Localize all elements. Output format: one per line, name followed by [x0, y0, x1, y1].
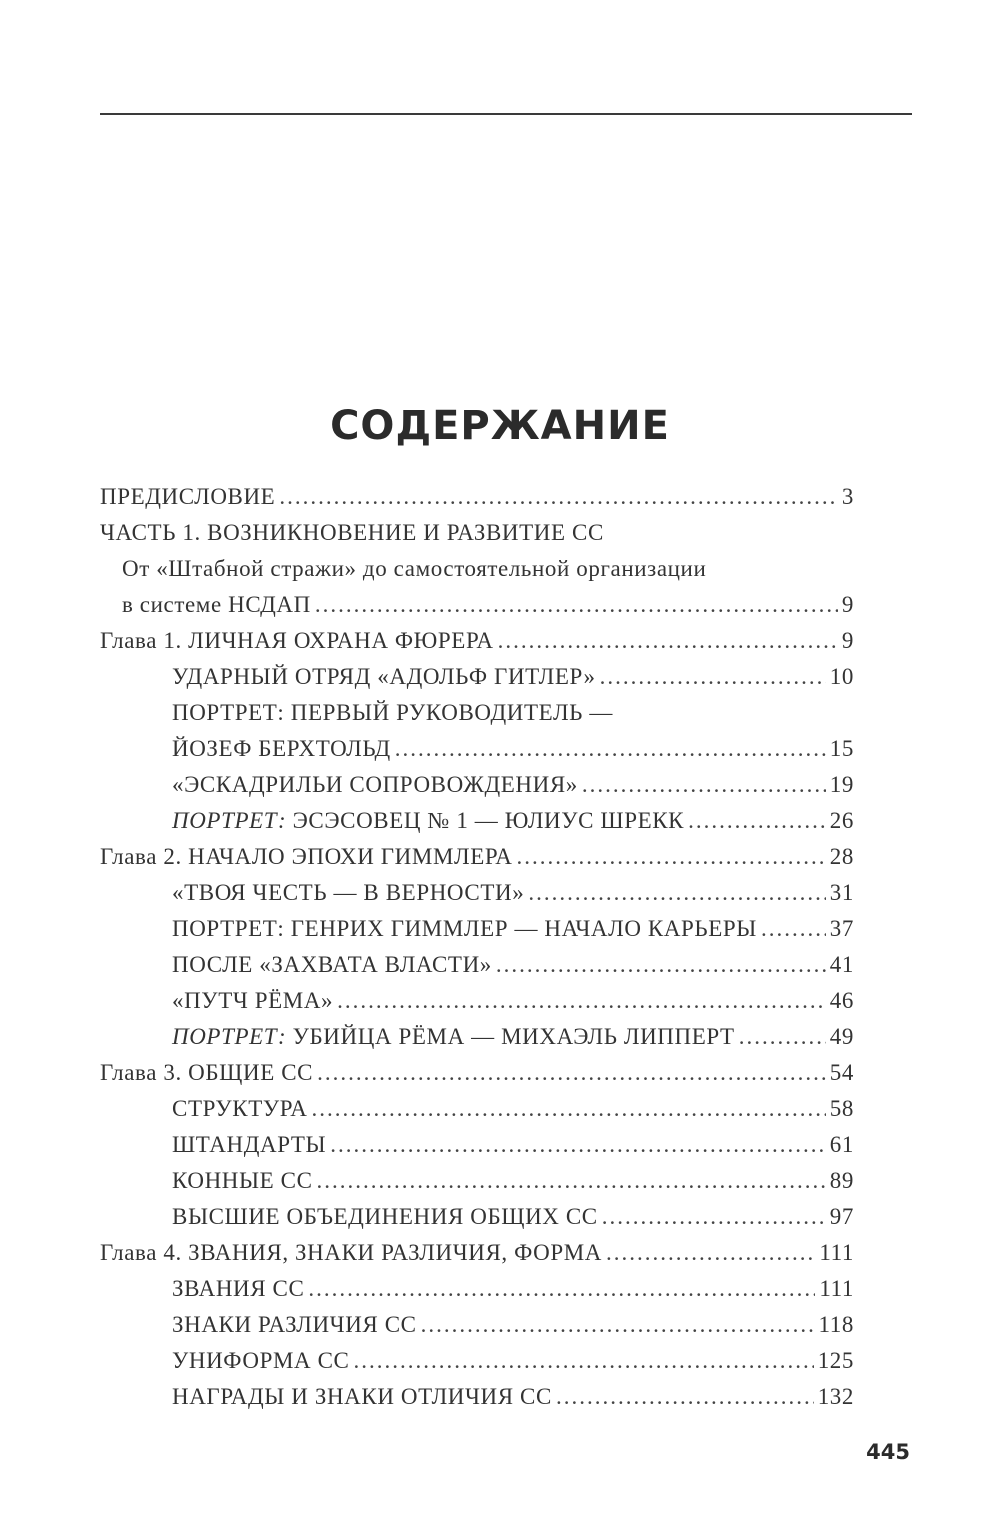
toc-entry[interactable] [0, 947, 1000, 983]
toc-entry[interactable] [0, 731, 1000, 767]
dot-leader [317, 1055, 826, 1091]
toc-entry[interactable] [0, 1343, 1000, 1379]
dot-leader [602, 1199, 826, 1235]
toc-entry-page: 19 [829, 772, 854, 797]
dot-leader [315, 587, 838, 623]
toc-entry-label [172, 1019, 735, 1055]
toc-entry-label: ПОРТРЕТ: ПЕРВЫЙ РУКОВОДИТЕЛЬ — [172, 700, 613, 725]
toc-entry[interactable] [0, 1379, 1000, 1415]
toc-entry[interactable] [0, 1163, 1000, 1199]
toc-entry-label-text: ЭСЭСОВЕЦ № 1 — ЮЛИУС ШРЕКК [286, 808, 685, 833]
toc-entry-label: «ПУТЧ РЁМА» [172, 988, 334, 1013]
toc-entry-label-italic: ПОРТРЕТ: [172, 808, 287, 833]
toc-entry-page: 15 [829, 736, 854, 761]
toc-entry-label: УНИФОРМА СС [172, 1348, 350, 1373]
toc-entry-label: ШТАНДАРТЫ [172, 1132, 327, 1157]
toc-entry[interactable] [0, 875, 1000, 911]
header-rule [100, 113, 912, 115]
toc-entry-label: Глава 3. ОБЩИЕ СС [100, 1060, 314, 1085]
dot-leader [739, 1019, 826, 1055]
toc-entry-label: «ТВОЯ ЧЕСТЬ — В ВЕРНОСТИ» [172, 880, 525, 905]
toc-entry-label: ЧАСТЬ 1. ВОЗНИКНОВЕНИЕ И РАЗВИТИЕ СС [100, 520, 604, 545]
toc-entry-page: 10 [829, 664, 854, 689]
dot-leader [421, 1307, 815, 1343]
toc-entry[interactable] [0, 767, 1000, 803]
dot-leader [688, 803, 826, 839]
toc-entry-page: 111 [819, 1240, 854, 1265]
toc-entry-page: 132 [817, 1384, 854, 1409]
page-title: СОДЕРЖАНИЕ [330, 403, 670, 449]
toc-entry[interactable] [0, 1307, 1000, 1343]
dot-leader [761, 911, 826, 947]
toc-entry-page: 26 [829, 808, 854, 833]
dot-leader [395, 731, 826, 767]
dot-leader [330, 1127, 826, 1163]
toc-entry-label-text: УБИЙЦА РЁМА — МИХАЭЛЬ ЛИППЕРТ [286, 1024, 735, 1049]
toc-entry-chapter-1[interactable] [0, 623, 1000, 659]
toc-entry-page: 111 [819, 1276, 854, 1301]
dot-leader [496, 947, 826, 983]
toc-entry[interactable] [0, 1127, 1000, 1163]
toc-entry-chapter-2[interactable] [0, 839, 1000, 875]
toc-entry[interactable] [0, 803, 1000, 839]
toc-entry[interactable] [0, 1271, 1000, 1307]
toc-entry-label: ЗВАНИЯ СС [172, 1276, 305, 1301]
toc-entry-page: 61 [829, 1132, 854, 1157]
toc-entry[interactable] [0, 1019, 1000, 1055]
toc-entry-page: 125 [817, 1348, 854, 1373]
toc-entry-chapter-4[interactable] [0, 1235, 1000, 1271]
toc-entry-label: ПОСЛЕ «ЗАХВАТА ВЛАСТИ» [172, 952, 492, 977]
toc-entry-label: Глава 1. ЛИЧНАЯ ОХРАНА ФЮРЕРА [100, 628, 494, 653]
toc-entry[interactable] [0, 1199, 1000, 1235]
toc-entry-label: СТРУКТУРА [172, 1096, 308, 1121]
toc-entry-label: ПРЕДИСЛОВИЕ [100, 484, 276, 509]
toc-entry [0, 695, 1000, 731]
toc-entry-page: 41 [829, 952, 854, 977]
toc-entry-page: 9 [841, 628, 854, 653]
toc-entry-label: ВЫСШИЕ ОБЪЕДИНЕНИЯ ОБЩИХ СС [172, 1204, 598, 1229]
dot-leader [308, 1271, 815, 1307]
toc-entry[interactable] [0, 983, 1000, 1019]
toc-entry-page: 118 [818, 1312, 854, 1337]
toc-entry-page: 37 [829, 916, 854, 941]
toc-entry-label: ЗНАКИ РАЗЛИЧИЯ СС [172, 1312, 417, 1337]
toc-entry-page: 31 [829, 880, 854, 905]
toc-entry-label: ПОРТРЕТ: ГЕНРИХ ГИММЛЕР — НАЧАЛО КАРЬЕРЫ [172, 916, 757, 941]
toc-entry-label: «ЭСКАДРИЛЬИ СОПРОВОЖДЕНИЯ» [172, 772, 578, 797]
dot-leader [600, 659, 826, 695]
table-of-contents [0, 479, 1000, 1415]
toc-entry-page: 58 [829, 1096, 854, 1121]
toc-entry-label: в системе НСДАП [122, 592, 311, 617]
toc-entry-part-1-subtitle [0, 551, 1000, 587]
dot-leader [582, 767, 826, 803]
dot-leader [353, 1343, 813, 1379]
toc-entry-label-italic: ПОРТРЕТ: [172, 1024, 287, 1049]
toc-entry-page: 46 [829, 988, 854, 1013]
dot-leader [317, 1163, 826, 1199]
toc-entry-label: УДАРНЫЙ ОТРЯД «АДОЛЬФ ГИТЛЕР» [172, 664, 596, 689]
toc-entry-page: 97 [829, 1204, 854, 1229]
page-number: 445 [866, 1440, 910, 1464]
toc-entry-label: НАГРАДЫ И ЗНАКИ ОТЛИЧИЯ СС [172, 1384, 552, 1409]
toc-entry-label: КОННЫЕ СС [172, 1168, 313, 1193]
toc-entry-page: 3 [841, 484, 854, 509]
toc-entry-chapter-3[interactable] [0, 1055, 1000, 1091]
toc-entry-page: 49 [829, 1024, 854, 1049]
dot-leader [606, 1235, 815, 1271]
toc-entry-label: ЙОЗЕФ БЕРХТОЛЬД [172, 736, 391, 761]
toc-entry-label: Глава 4. ЗВАНИЯ, ЗНАКИ РАЗЛИЧИЯ, ФОРМА [100, 1240, 603, 1265]
toc-entry-page: 9 [841, 592, 854, 617]
dot-leader [311, 1091, 825, 1127]
toc-entry-preface[interactable] [0, 479, 1000, 515]
dot-leader [517, 839, 826, 875]
toc-entry-page: 54 [829, 1060, 854, 1085]
toc-entry-page: 28 [829, 844, 854, 869]
dot-leader [528, 875, 825, 911]
toc-entry-label: Глава 2. НАЧАЛО ЭПОХИ ГИММЛЕРА [100, 844, 513, 869]
dot-leader [279, 479, 838, 515]
toc-entry[interactable] [0, 659, 1000, 695]
toc-entry[interactable] [0, 911, 1000, 947]
toc-entry-label: От «Штабной стражи» до самостоятельной организации [122, 556, 707, 581]
toc-entry-part-1[interactable] [0, 515, 1000, 551]
toc-entry-part-1-subtitle-cont[interactable] [0, 587, 1000, 623]
dot-leader [556, 1379, 814, 1415]
toc-entry-page: 89 [829, 1168, 854, 1193]
toc-entry-label [172, 803, 684, 839]
dot-leader [498, 623, 838, 659]
dot-leader [337, 983, 826, 1019]
toc-entry[interactable] [0, 1091, 1000, 1127]
